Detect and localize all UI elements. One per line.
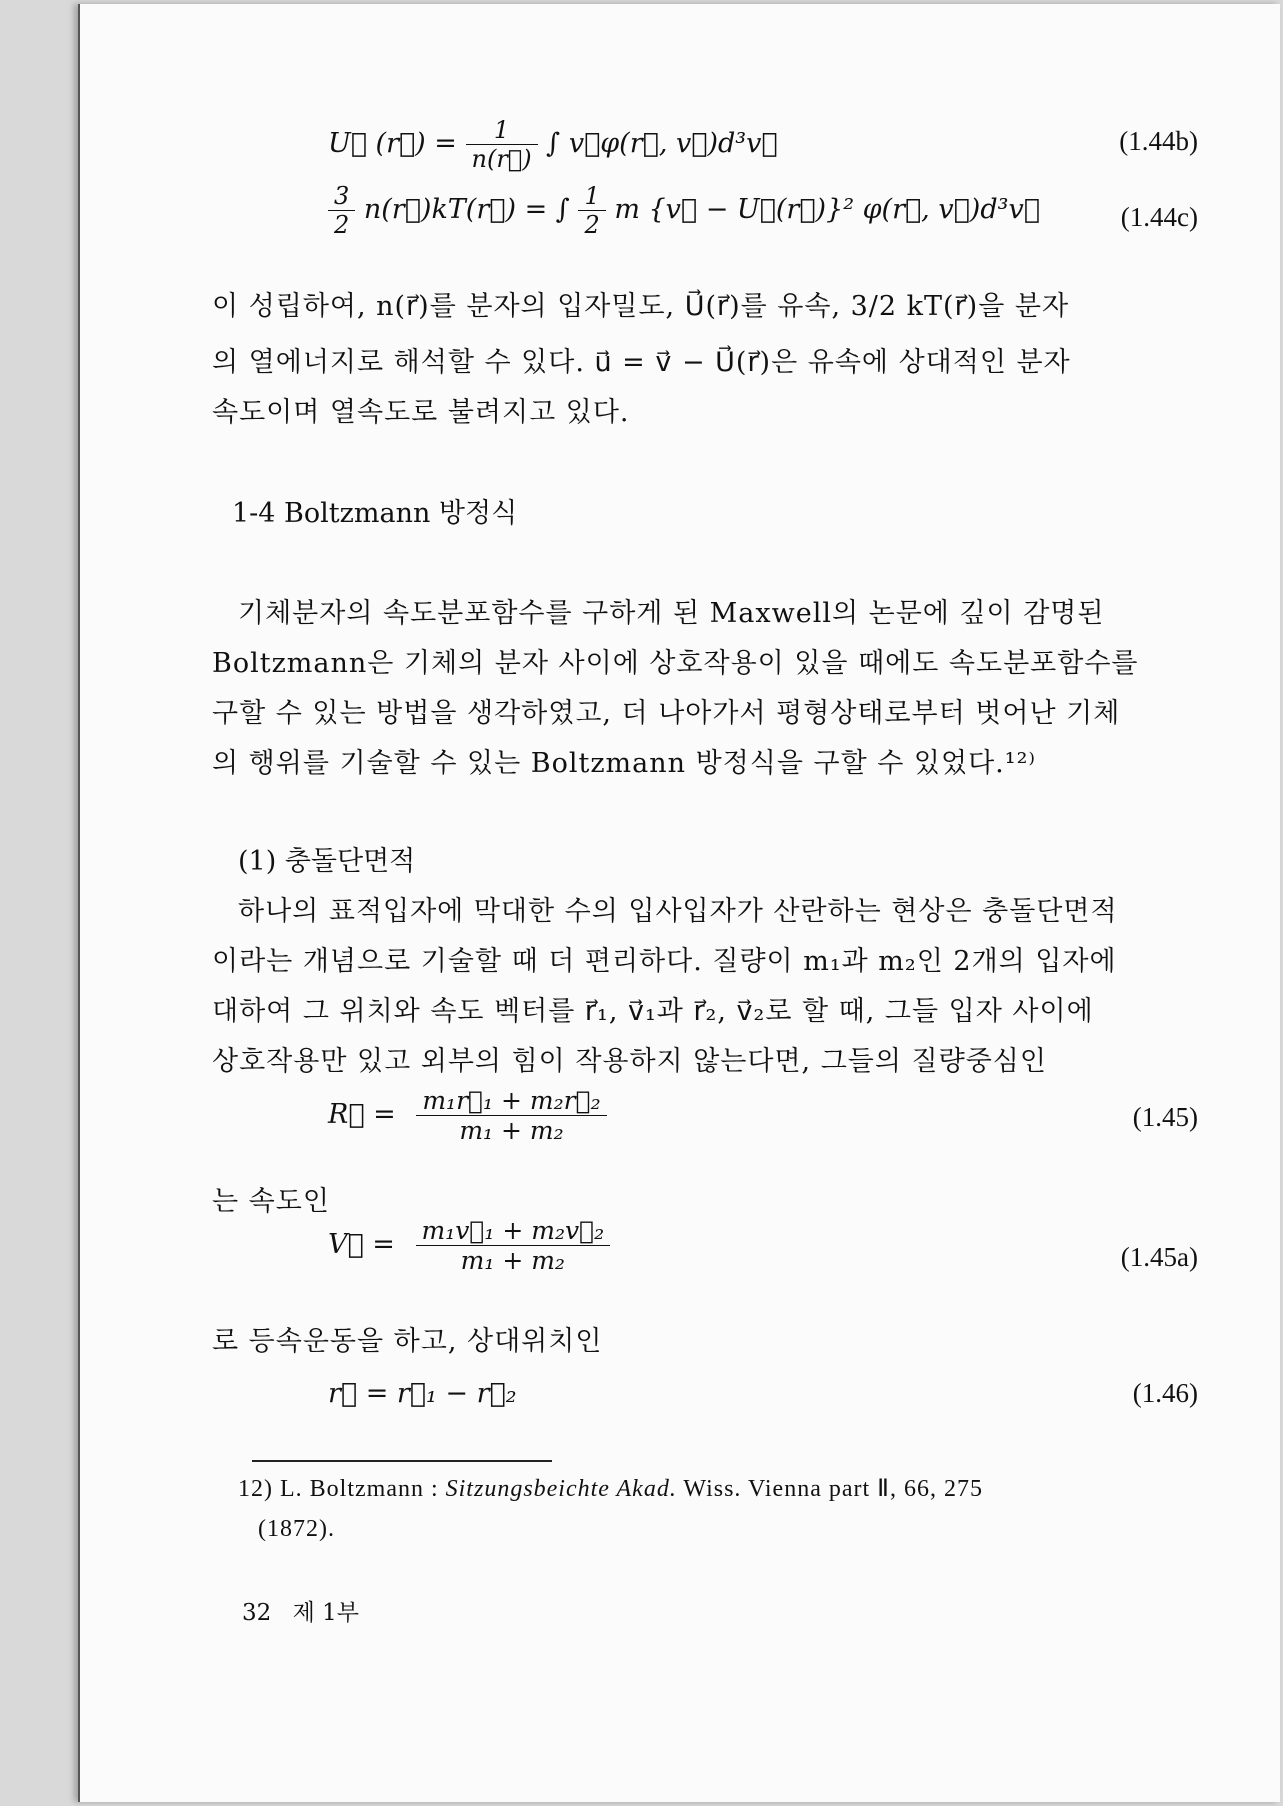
equation-number-1-44c: (1.44c) (1120, 202, 1198, 232)
paragraph-line: 대하여 그 위치와 속도 벡터를 r⃗₁, v⃗₁과 r⃗₂, v⃗₂로 할 때, 그들 입자 사이에 (212, 996, 1094, 1027)
paragraph-line: 의 행위를 기술할 수 있는 Boltzmann 방정식을 구할 수 있었다.¹²⁾ (212, 748, 1037, 779)
paragraph-line: 기체분자의 속도분포함수를 구하게 된 Maxwell의 논문에 깊이 감명된 (238, 598, 1105, 629)
equation-1-45a: V⃗ = $\frac{\text{m₁v⃗₁ + m₂v⃗₂}}{\text{m₁ + m₂}}$ (328, 1216, 610, 1275)
equation-number-1-44b: (1.44b) (1119, 126, 1198, 156)
paragraph-line: 상호작용만 있고 외부의 힘이 작용하지 않는다면, 그들의 질량중심인 (212, 1046, 1047, 1077)
footnote: 12) L. Boltzmann : Sitzungsbeichte Akad. Wiss. Vienna part Ⅱ, 66, 275 (238, 1476, 983, 1502)
footnote-line: (1872). (258, 1516, 335, 1542)
page-number: 32 (242, 1600, 272, 1626)
fraction: $\frac{3}{2}$ (328, 182, 355, 239)
section-heading: 1-4 Boltzmann 방정식 (232, 498, 518, 529)
paragraph-line: 로 등속운동을 하고, 상대위치인 (212, 1326, 603, 1357)
equation-number-1-46: (1.46) (1132, 1378, 1198, 1408)
page-footer (242, 1594, 359, 1627)
paragraph-line: 하나의 표적입자에 막대한 수의 입사입자가 산란하는 현상은 충돌단면적 (238, 896, 1118, 927)
fraction: $\frac{1}{2}$ (578, 182, 605, 239)
equation-1-44c: $\frac{3}{2}$ n(r⃗)kT(r⃗) = ∫ $\frac{1}{2}$ m {v⃗ − U⃗(r⃗)}² φ(r⃗, v⃗)d³v⃗ (328, 182, 1040, 239)
paragraph-line: 이라는 개념으로 기술할 때 더 편리하다. 질량이 m₁과 m₂인 2개의 입자에 (212, 946, 1117, 977)
equation-1-45: R⃗ = $\frac{\text{m₁r⃗₁ + m₂r⃗₂}}{\text{m₁ + m₂}}$ (328, 1086, 607, 1145)
equation-1-44b: U⃗ (r⃗) = $\frac{1}{n(r⃗)}$ ∫ v⃗φ(r⃗, v⃗)d³v⃗ (328, 116, 778, 173)
equation-number-1-45a: (1.45a) (1120, 1242, 1198, 1272)
equation-1-46: r⃗ = r⃗₁ − r⃗₂ (328, 1378, 517, 1409)
fraction: $\frac{\text{m₁v⃗₁ + m₂v⃗₂}}{\text{m₁ + m₂}}$ (416, 1216, 611, 1275)
paragraph-line: 의 열에너지로 해석할 수 있다. u⃗ = v⃗ − U⃗(r⃗)은 유속에 상대적인 분자 (212, 347, 1071, 378)
footnote-rule (252, 1460, 552, 1462)
paragraph-line: 속도이며 열속도로 불려지고 있다. (212, 397, 630, 428)
paragraph-line: Boltzmann은 기체의 분자 사이에 상호작용이 있을 때에도 속도분포함수를 (212, 648, 1139, 679)
paragraph-line: 구할 수 있는 방법을 생각하였고, 더 나아가서 평형상태로부터 벗어난 기체 (212, 698, 1121, 729)
equation-number-1-45: (1.45) (1132, 1102, 1198, 1132)
book-page (78, 4, 1280, 1802)
part-label: 제 1부 (292, 1600, 359, 1626)
subsection-heading: (1) 충돌단면적 (238, 846, 416, 877)
paragraph-line: 이 성립하여, n(r⃗)를 분자의 입자밀도, U⃗(r⃗)를 유속, 3/2 kT(r⃗)을 분자 (212, 291, 1070, 322)
fraction: $\frac{1}{n(r⃗)}$ (466, 116, 538, 173)
paragraph-line: 는 속도인 (212, 1186, 330, 1217)
fraction: $\frac{\text{m₁r⃗₁ + m₂r⃗₂}}{\text{m₁ + m₂}}$ (416, 1086, 606, 1145)
